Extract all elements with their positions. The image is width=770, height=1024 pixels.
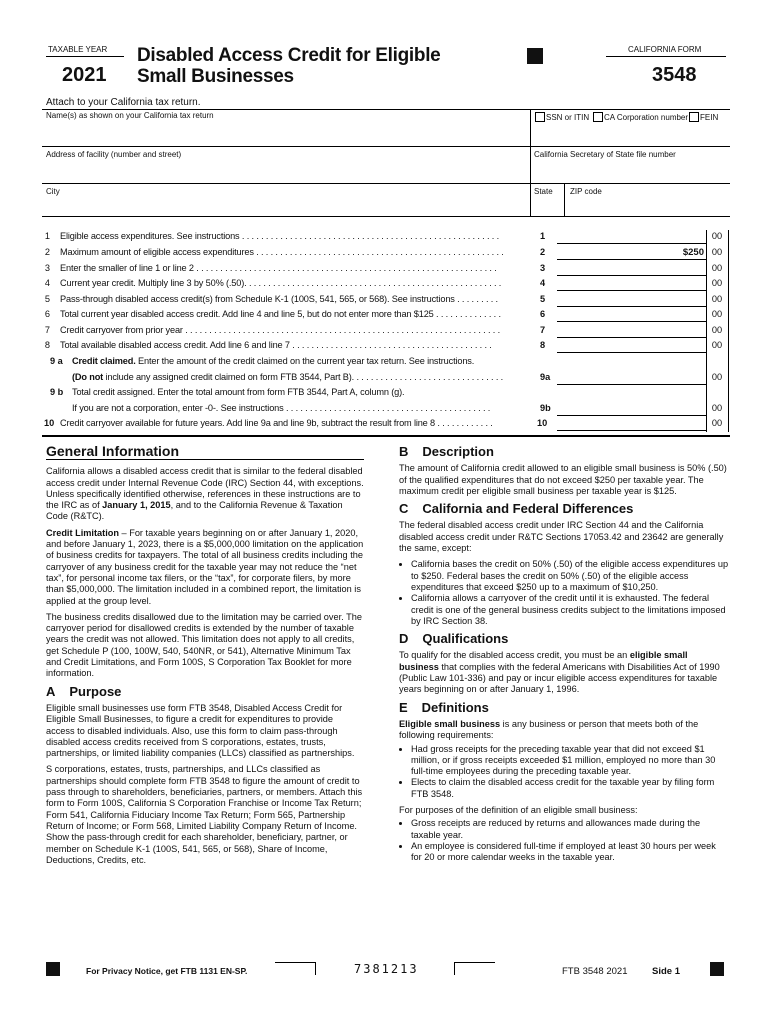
gi-p2-text: – For taxable years beginning on or after January 1, 2020, and before January 1, 2023, there is a $5,000,000 limitation on the application of business credits for taxpayers. The total of all business credits including the carryover of any business credit for the taxable year may not reduce the “net tax”, for personal income tax filers, or the “tax”, for corporate filers, by more than $5,000,000. The limitation included in a combined report, the limitation is applied at the group level. [46,527,364,606]
form-title-line1: Disabled Access Credit for Eligible [137,45,441,66]
form-title-line2: Small Businesses [137,66,294,87]
registration-mark [527,48,543,64]
city-label: City [46,187,60,196]
line-cents: 00 [711,231,723,241]
names-field[interactable] [44,121,528,145]
line-10-amount[interactable] [557,418,706,431]
line-7-amount[interactable] [557,325,706,338]
city-field[interactable] [44,197,528,215]
line-9b-text2: If you are not a corporation, enter -0-. See instructions . . . . . . . . . . . . . . . . . . . . . . . . . . . . . . . . . . . . . . . . . . . [72,403,491,413]
line-cents: 00 [711,309,723,319]
state-field[interactable] [532,197,562,215]
line-8-amount[interactable] [557,340,706,353]
line-ref: 9a [540,372,551,382]
corner-mark [275,962,316,975]
line-1-amount[interactable] [557,231,706,244]
corner-mark [454,962,495,975]
line-5-amount[interactable] [557,294,706,307]
footer-form-year: FTB 3548 2021 [562,966,628,977]
e-paragraph-1 [399,719,729,742]
section-title: California and Federal Differences [422,501,634,517]
list-item: • An employee is considered full-time if employed at least 30 hours per week for 20 or more calendar weeks in the taxable year. [411,841,729,864]
section-letter: B [399,444,409,459]
privacy-notice: For Privacy Notice, get FTB 1131 EN-SP. [86,966,248,976]
section-a-heading [46,683,364,699]
credit-limitation-label: Credit Limitation [46,527,119,538]
line-cents: 00 [711,278,723,288]
line-ref: 7 [540,325,546,335]
list-item: • California bases the credit on 50% (.50) of the eligible access expenditures up to $250. Federal bases the credit on 50% (.50) of the eligible access expenditures that exceed $250 up to a maximum of $10,250. [411,559,729,593]
line-4-amount[interactable] [557,278,706,291]
line-cents: 00 [711,372,723,382]
line-cents: 00 [711,263,723,273]
california-form-label: CALIFORNIA FORM [628,45,702,54]
gi-paragraph-3: The business credits disallowed due to the limitation may be carried over. The carryover period for disallowed credits is extended by the number of taxable years the credit was not allowed. This limitation does not apply to all credits, get Schedule P (100, 100W, 540, 540NR, or 541), Alternative Minimum Tax and Credit Limitations, and Form 100S, S Corporation Tax Booklet for more information. [46,611,362,679]
address-label: Address of facility (number and street) [46,150,182,159]
line-text: Enter the smaller of line 1 or line 2 . . . . . . . . . . . . . . . . . . . . . . . . . . . . . . . . . . . . . . . . . . . . . . . . . . . . . . . . . . . . . . . [60,263,497,273]
b-paragraph: The amount of California credit allowed to an eligible small business is 50% (.50) of the qualified expenditures that do not exceed $250 per taxable year. The maximum credit per eligible small business per taxable year is $125. [399,463,727,496]
footer-side: Side 1 [652,966,680,977]
line-text: Total current year disabled access credit. Add line 4 and line 5, but do not enter more than $125 . . . . . . . . . . . . . . [60,309,501,319]
attach-note: Attach to your California tax return. [46,97,201,108]
form-number: 3548 [652,64,697,86]
line-9a-bold: Credit claimed. [72,356,136,366]
line-3-amount[interactable] [557,263,706,276]
line-text: Pass-through disabled access credit(s) from Schedule K-1 (100S, 541, 565, or 568). See instructions . . . . . . . . . [60,294,498,304]
line-cents: 00 [711,403,723,413]
line-ref: 8 [540,340,546,350]
section-d-heading [399,631,729,647]
line-6-amount[interactable] [557,309,706,322]
line-ref: 4 [540,278,546,288]
section-letter: C [399,501,409,517]
line-cents: 00 [711,247,723,257]
d-p1-a: To qualify for the disabled access credit, you must be an [399,650,630,661]
ca-corp-label: CA Corporation number [604,113,689,122]
line-9b-amount[interactable] [557,403,706,416]
line-2-value: $250 [682,247,704,258]
list-item: • Elects to claim the disabled access credit for the taxable year by filing form FTB 3548. [411,777,729,800]
section-letter: E [399,699,408,715]
list-item: • Had gross receipts for the preceding taxable year that did not exceed $1 million, or if gross receipts exceeded $1 million, employed no more than 30 full-time employees during the preceding taxable year. [411,744,729,778]
line-number: 1 [44,231,50,241]
d-p1-c: that complies with the federal Americans with Disabilities Act of 1990 (Public Law 101-336) and pay or incur eligible access expenditures for taxable years beginning on or after January 1, 1996. [399,661,720,695]
line-cents: 00 [711,418,723,428]
line-cents: 00 [711,294,723,304]
line-9a-text2 [72,372,534,382]
state-label: State [534,187,553,196]
line-number: 5 [44,294,50,304]
line-cents: 00 [711,325,723,335]
line-ref: 10 [537,418,548,428]
line-9a-amount[interactable] [557,372,706,385]
line-text: Credit carryover available for future years. Add line 9a and line 9b, subtract the result from line 8 . . . . . . . . . . . . [60,418,493,428]
general-information-heading: General Information [46,446,364,460]
c-bullets [399,559,729,627]
section-title: Qualifications [422,631,509,647]
line-text: Maximum amount of eligible access expenditures . . . . . . . . . . . . . . . . . . . . . . . . . . . . . . . . . . . . . . . . . . . . . . . . . . . . [60,247,504,257]
fein-label: FEIN [700,113,719,122]
form-title [137,45,497,87]
a-paragraph-2: S corporations, estates, trusts, partnerships, and LLCs classified as partnerships should complete form FTB 3548 to figure the amount of credit to pass through to shareholders, beneficiaries, partners, or members. Attach this form to Form 100S, California S Corporation Franchise or Income Tax Return; Form 541, California Fiduciary Income Tax Return; Form 565, Partnership Return of Income; or Form 568, Limited Liability Company Return of Income. Show the pass-through credit for each shareholder, beneficiary, partner, or member on Schedule K-1 (100S, 541, 565, or 568), Share of Income, Deductions, Credits, etc. [46,764,363,865]
line-9a-donot: (Do not [72,372,104,382]
gi-p1-c: , and to the California Revenue & Taxation Code (R&TC). [46,500,343,522]
line-number: 7 [44,325,50,335]
gi-paragraph-1 [46,466,364,522]
line-ref: 3 [540,263,546,273]
registration-mark [46,962,60,976]
line-9b-text1: Total credit assigned. Enter the total amount from form FTB 3544, Part A, column (g). [72,387,405,397]
list-item: • Gross receipts are reduced by returns and allowances made during the taxable year. [411,818,729,841]
section-title: Definitions [421,699,489,715]
e-bullets [399,744,729,800]
line-ref: 1 [540,231,546,241]
line-text: Eligible access expenditures. See instructions . . . . . . . . . . . . . . . . . . . . . . . . . . . . . . . . . . . . . . . . . . . . . . . . . . . . . . [60,231,499,241]
line-number: 8 [44,340,50,350]
c-paragraph: The federal disabled access credit under IRC Section 44 and the California disabled access credit under R&TC Sections 17053.42 and 23642 are generally the same, except: [399,520,724,554]
names-label: Name(s) as shown on your California tax return [46,111,214,120]
e-paragraph-2: For purposes of the definition of an eligible small business: [399,805,638,816]
line-ref: 6 [540,309,546,319]
line-number: 6 [44,309,50,319]
list-item: • California allows a carryover of the credit until it is exhausted. The federal credit is one of the general business credits subject to the limitations imposed by IRC Section 38. [411,593,729,627]
sos-field[interactable] [532,160,728,182]
line-text: Credit carryover from prior year . . . . . . . . . . . . . . . . . . . . . . . . . . . . . . . . . . . . . . . . . . . . . . . . . . . . . . . . . . . . . . . . . . [60,325,500,335]
section-b-heading [399,446,729,457]
zip-field[interactable] [566,197,728,215]
line-text: Current year credit. Multiply line 3 by 50% (.50). . . . . . . . . . . . . . . . . . . . . . . . . . . . . . . . . . . . . . . . . . . . . . . . . . . . . . [60,278,502,288]
d-paragraph [399,650,729,695]
fein-checkbox[interactable] [689,112,699,122]
line-number: 2 [44,247,50,257]
form-code: 7381213 [354,962,419,976]
line-9a-rest: Enter the amount of the credit claimed on the current year tax return. See instructions. [135,356,475,366]
line-ref: 2 [540,247,546,257]
line-number: 9 b [50,387,64,397]
section-c-heading [399,501,729,517]
e-p1-bold: Eligible small business [399,718,501,729]
e-p1-text: is any business or person that meets both of the following requirements: [399,718,699,741]
address-field[interactable] [44,160,528,182]
taxable-year-label: TAXABLE YEAR [48,45,108,54]
tax-year: 2021 [62,64,107,86]
ssn-label: SSN or ITIN [546,113,590,122]
line-9a-rest2: include any assigned credit claimed on form FTB 3544, Part B). . . . . . . . . . . . . . . . . . . . . . . . . . . . . . . . [103,372,504,382]
registration-mark [710,962,724,976]
section-letter: D [399,631,409,647]
ssn-checkbox[interactable] [535,112,545,122]
line-text: Total available disabled access credit. Add line 6 and line 7 . . . . . . . . . . . . . . . . . . . . . . . . . . . . . . . . . . . . . . . . . . [60,340,492,350]
section-letter: A [46,683,56,699]
e-bullets-2 [399,818,729,863]
zip-label: ZIP code [570,187,602,196]
line-9a-text1 [72,356,474,366]
line-ref: 9b [540,403,551,413]
d-p1-bold: eligible small business [399,650,688,672]
line-number: 4 [44,278,50,288]
a-paragraph-1: Eligible small businesses use form FTB 3548, Disabled Access Credit for Eligible Small Businesses, to figure a credit for expenditures to provide access to disabled individuals. Also, use this form to claim pass-through disabled access credits received from S corporations, estates, trusts, partnerships, or limited liability companies (LLCs) classified as partnerships. [46,702,355,759]
ca-corp-checkbox[interactable] [593,112,603,122]
section-title: Purpose [69,683,122,699]
right-column [399,446,729,869]
sos-label: California Secretary of State file number [534,150,676,159]
gi-p1-date: January 1, 2015 [102,500,171,511]
line-number: 3 [44,263,50,273]
gi-p1-a: California allows a disabled access credit that is similar to the federal disabled access credit under Internal Revenue Code (IRC) Section 44, with exceptions. Unless specifically identified otherwise, references in these instructions are to the IRC as of [46,466,364,511]
line-cents: 00 [711,340,723,350]
left-column [46,443,364,871]
section-title: Description [422,444,494,459]
section-e-heading [399,699,729,715]
line-ref: 5 [540,294,546,304]
line-number: 9 a [50,356,63,366]
gi-paragraph-2 [46,528,364,607]
line-number: 10 [44,418,55,428]
